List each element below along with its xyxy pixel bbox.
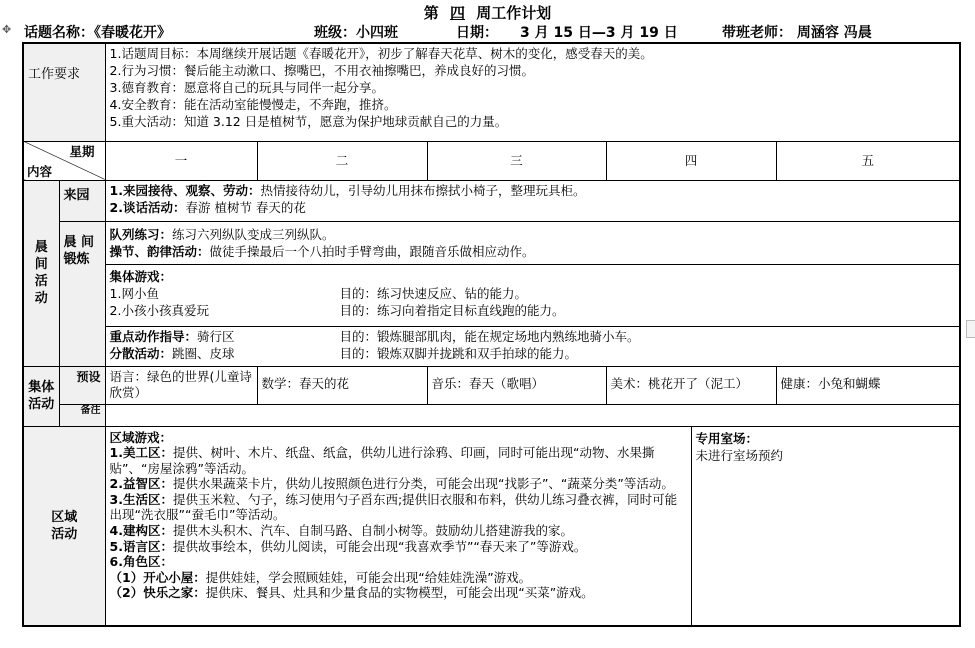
rhythm-text[interactable]: 做徒手操最后一个八拍时手臂弯曲，跟随音乐做相应动作。 bbox=[209, 243, 535, 259]
area-item[interactable]: 3.生活区：提供玉米粒、勺子，练习使用勺子舀东西;提供旧衣服和布料，供幼儿练习叠衣裤，同时可能出现“洗衣服”“蚕毛巾”等活动。 bbox=[109, 491, 678, 523]
arrival-label: 来园 bbox=[59, 180, 105, 221]
content-label: 内容 bbox=[27, 163, 53, 179]
group-games-content bbox=[105, 264, 960, 326]
topic-name[interactable]: 话题名称：《春暖花开》 bbox=[24, 25, 171, 41]
page-title bbox=[0, 2, 975, 23]
day-friday: 五 bbox=[776, 141, 960, 180]
day-wednesday: 三 bbox=[427, 141, 606, 180]
side-ruler-marker[interactable] bbox=[966, 320, 975, 338]
note-label: 备注 bbox=[59, 404, 105, 426]
activity-monday[interactable]: 语言：绿色的世界(儿童诗欣赏） bbox=[105, 366, 257, 404]
area-item[interactable]: 6.角色区： bbox=[109, 554, 173, 570]
requirements-content bbox=[105, 43, 960, 141]
preset-label: 预设 bbox=[59, 366, 105, 404]
focus-goal[interactable]: 目的：锻炼腿部肌肉，能在规定场地内熟练地骑小车。 bbox=[339, 328, 640, 344]
collective-label-line: 活动 bbox=[28, 397, 55, 412]
game-name[interactable]: 1.网小鱼 bbox=[109, 285, 159, 301]
collective-activity-label bbox=[23, 366, 59, 426]
week-number[interactable]: 四 bbox=[449, 4, 465, 22]
talk-activity-label: 2.谈话活动： bbox=[109, 199, 186, 215]
area-games-content bbox=[105, 426, 691, 626]
day-thursday: 四 bbox=[606, 141, 776, 180]
morning-activity-label bbox=[23, 180, 59, 366]
area-item[interactable]: （2）快乐之家：提供床、餐具、灶具和少量食品的实物模型，可能会出现“买菜”游戏。 bbox=[109, 585, 594, 601]
drill-content bbox=[105, 221, 960, 264]
day-monday: 一 bbox=[105, 141, 257, 180]
arrival-task-text[interactable]: 热情接待幼儿，引导幼儿用抹布擦拭小椅子，整理玩具柜。 bbox=[260, 182, 586, 198]
collective-label-line: 集体 bbox=[28, 380, 55, 395]
group-games-title: 集体游戏： bbox=[109, 268, 173, 284]
week-label: 星期 bbox=[69, 143, 95, 159]
arrival-content bbox=[105, 180, 960, 221]
activity-thursday[interactable]: 美术：桃花开了（泥工） bbox=[606, 366, 776, 404]
arrival-task-label: 1.来园接待、观察、劳动： bbox=[109, 182, 261, 198]
requirements-label: 工作要求 bbox=[23, 43, 105, 141]
morning-label-char: 动 bbox=[34, 291, 48, 306]
requirement-item[interactable]: 5.重大活动：知道 3.12 日是植树节，愿意为保护地球贡献自己的力量。 bbox=[109, 114, 508, 129]
exercise-label-line: 锻炼 bbox=[63, 251, 90, 267]
activity-tuesday[interactable]: 数学：春天的花 bbox=[257, 366, 427, 404]
drill-text[interactable]: 练习六列纵队变成三列纵队。 bbox=[172, 226, 335, 242]
title-suffix: 周工作计划 bbox=[476, 4, 552, 22]
teachers[interactable]: 带班老师： 周涵容 冯晨 bbox=[722, 25, 872, 41]
scattered-goal[interactable]: 目的：锻炼双脚并拢跳和双手拍球的能力。 bbox=[339, 345, 578, 361]
requirement-item[interactable]: 1.话题周目标：本周继续开展话题《春暖花开》，初步了解春天花草、树木的变化，感受春天的美。 bbox=[109, 46, 653, 61]
scattered-label: 分散活动： bbox=[109, 345, 173, 361]
area-games-title: 区域游戏： bbox=[109, 429, 173, 445]
requirement-item[interactable]: 4.安全教育：能在活动室能慢慢走，不奔跑，推挤。 bbox=[109, 97, 397, 112]
game-name[interactable]: 2.小孩小孩真爱玩 bbox=[109, 302, 209, 318]
activity-friday[interactable]: 健康：小兔和蝴蝶 bbox=[776, 366, 960, 404]
date-label: 日期： bbox=[456, 25, 498, 41]
focus-text[interactable]: 骑行区 bbox=[197, 328, 235, 344]
special-room-text[interactable]: 未进行室场预约 bbox=[695, 447, 784, 463]
area-item[interactable]: （1）开心小屋：提供娃娃，学会照顾娃娃，可能会出现“给娃娃洗澡”游戏。 bbox=[109, 569, 532, 585]
rhythm-label: 操节、韵律活动： bbox=[109, 243, 210, 259]
focus-label: 重点动作指导： bbox=[109, 328, 198, 344]
morning-label-char: 活 bbox=[34, 274, 48, 289]
exercise-label-line: 晨 间 bbox=[63, 234, 95, 250]
requirement-item[interactable]: 3.德育教育：愿意将自己的玩具与同伴一起分享。 bbox=[109, 80, 384, 95]
activity-wednesday[interactable]: 音乐：春天（歌唱） bbox=[427, 366, 606, 404]
morning-label-char: 间 bbox=[34, 257, 48, 272]
title-prefix: 第 bbox=[423, 4, 439, 22]
area-activity-label bbox=[23, 426, 105, 626]
table-move-handle-icon[interactable]: ✥ bbox=[2, 23, 12, 36]
area-label-line: 区域 bbox=[51, 509, 78, 525]
morning-label-char: 晨 bbox=[34, 240, 48, 255]
area-label-line: 活动 bbox=[51, 526, 78, 542]
class-name[interactable]: 班级：小四班 bbox=[314, 25, 398, 41]
weekday-diagonal-header bbox=[23, 141, 105, 180]
game-goal[interactable]: 目的：练习快速反应、钻的能力。 bbox=[339, 285, 528, 301]
note-content[interactable] bbox=[105, 404, 960, 426]
requirement-item[interactable]: 2.行为习惯：餐后能主动漱口、擦嘴巴，不用衣袖擦嘴巴，养成良好的习惯。 bbox=[109, 63, 534, 78]
date-range[interactable]: 3 月 15 日—3 月 19 日 bbox=[520, 25, 678, 41]
scattered-text[interactable]: 跳圈、皮球 bbox=[172, 345, 235, 361]
info-row bbox=[0, 22, 975, 40]
special-room-content bbox=[691, 426, 960, 626]
area-item[interactable]: 2.益智区：提供水果蔬菜卡片，供幼儿按照颜色进行分类，可能会出现“找影子”、“蔬菜分类”等活动。 bbox=[109, 476, 674, 492]
drill-label: 队列练习： bbox=[109, 226, 173, 242]
game-goal[interactable]: 目的：练习向着指定目标直线跑的能力。 bbox=[339, 302, 565, 318]
talk-activity-text[interactable]: 春游 植树节 春天的花 bbox=[185, 199, 306, 215]
area-item[interactable]: 1.美工区：提供、树叶、木片、纸盘、纸盒，供幼儿进行涂鸦、印画，同时可能出现“动物、水果撕贴”、“房屋涂鸦”等活动。 bbox=[109, 445, 655, 476]
exercise-label bbox=[59, 221, 105, 366]
area-item[interactable]: 4.建构区：提供木头积木、汽车、自制马路、自制小树等。鼓励幼儿搭建游我的家。 bbox=[109, 523, 573, 539]
weekly-plan-table bbox=[22, 42, 961, 627]
area-item[interactable]: 5.语言区：提供故事绘本，供幼儿阅读，可能会出现“我喜欢季节”“春天来了”等游戏。 bbox=[109, 538, 587, 554]
focus-content bbox=[105, 326, 960, 366]
special-room-title: 专用室场： bbox=[695, 430, 759, 446]
day-tuesday: 二 bbox=[257, 141, 427, 180]
